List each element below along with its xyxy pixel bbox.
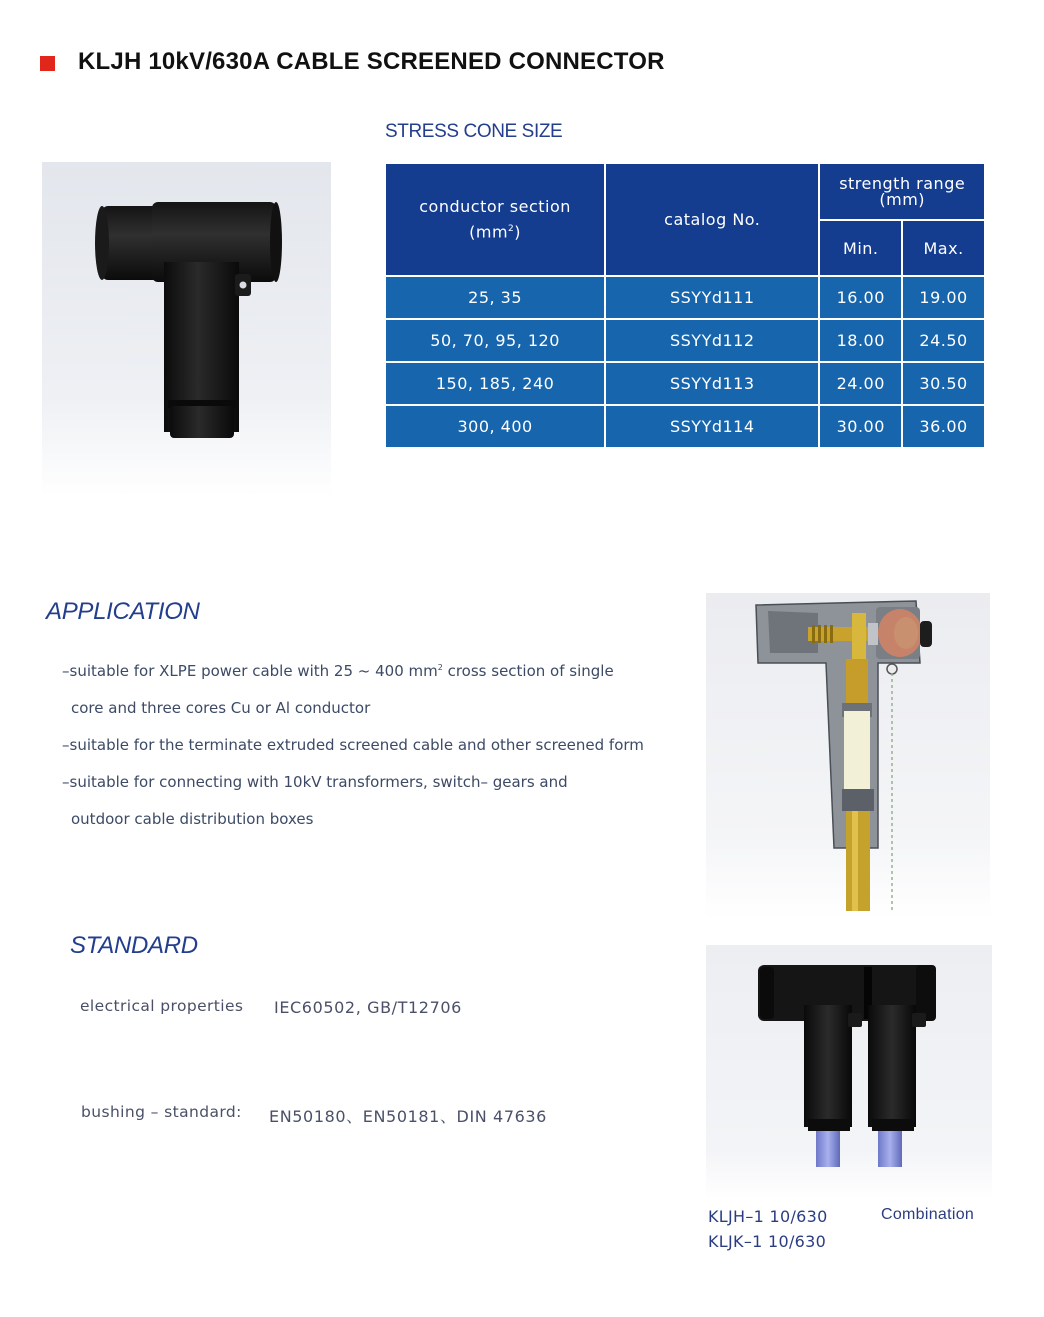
- catalog-cell: SSYYd114: [605, 405, 819, 448]
- application-line-3: –suitable for the terminate extruded screened cable and other screened form: [62, 736, 644, 754]
- catalog-header: catalog No.: [605, 163, 819, 276]
- bushing-standard-label: bushing – standard:: [81, 1103, 242, 1121]
- application-heading: APPLICATION: [46, 598, 200, 625]
- combination-caption: Combination: [881, 1206, 975, 1223]
- max-cell: 24.50: [902, 319, 985, 362]
- model-caption-2: KLJK–1 10/630: [708, 1232, 827, 1251]
- table-row: [385, 362, 985, 405]
- electrical-properties-value: IEC60502, GB/T12706: [274, 998, 462, 1017]
- conductor-header-close: ): [514, 222, 522, 242]
- conductor-header-line1: conductor section: [419, 197, 571, 217]
- connector-photo: [42, 162, 331, 497]
- combination-connectors-image: [706, 945, 992, 1200]
- conductor-header-unit: (mm: [469, 222, 509, 242]
- connector-cross-section-image: [706, 593, 990, 918]
- page-title: KLJH 10kV/630A CABLE SCREENED CONNECTOR: [78, 48, 665, 75]
- application-line-1-sup: 2: [437, 663, 443, 672]
- max-header: Max.: [902, 220, 985, 276]
- strength-range-unit: (mm): [879, 189, 926, 209]
- min-cell: 30.00: [819, 405, 902, 448]
- max-cell: 19.00: [902, 276, 985, 319]
- max-cell: 30.50: [902, 362, 985, 405]
- standard-heading: STANDARD: [70, 932, 198, 959]
- catalog-cell: SSYYd112: [605, 319, 819, 362]
- section-cell: 25, 35: [385, 276, 605, 319]
- application-line-5: outdoor cable distribution boxes: [71, 810, 314, 828]
- combination-photo: [706, 945, 992, 1200]
- application-line-1: [62, 662, 614, 680]
- min-cell: 18.00: [819, 319, 902, 362]
- section-cell: 50, 70, 95, 120: [385, 319, 605, 362]
- max-cell: 36.00: [902, 405, 985, 448]
- electrical-properties-label: electrical properties: [80, 997, 244, 1015]
- table-header-row: [385, 163, 985, 220]
- application-line-4: –suitable for connecting with 10kV transformers, switch– gears and: [62, 773, 568, 791]
- catalog-cell: SSYYd113: [605, 362, 819, 405]
- application-line-2: core and three cores Cu or Al conductor: [71, 699, 371, 717]
- conductor-section-header: [385, 163, 605, 276]
- table-row: [385, 319, 985, 362]
- section-cell: 150, 185, 240: [385, 362, 605, 405]
- strength-range-line1: strength range: [839, 173, 966, 193]
- table-row: [385, 405, 985, 448]
- title-bullet: [40, 56, 55, 71]
- min-cell: 16.00: [819, 276, 902, 319]
- catalog-cell: SSYYd111: [605, 276, 819, 319]
- section-cell: 300, 400: [385, 405, 605, 448]
- stress-cone-table: [384, 162, 986, 449]
- stress-cone-title: STRESS CONE SIZE: [385, 121, 563, 142]
- min-header: Min.: [819, 220, 902, 276]
- model-caption-1: KLJH–1 10/630: [708, 1207, 828, 1226]
- t-connector-image: [42, 162, 331, 497]
- application-line-1a: –suitable for XLPE power cable with 25 ~ 400 mm: [62, 662, 438, 680]
- conductor-header-sup: 2: [508, 224, 515, 235]
- min-cell: 24.00: [819, 362, 902, 405]
- cutaway-diagram: [706, 593, 990, 918]
- table-row: [385, 276, 985, 319]
- application-line-1b: cross section of single: [442, 662, 614, 680]
- bushing-standard-value: EN50180、EN50181、DIN 47636: [269, 1107, 547, 1126]
- strength-range-header: [819, 163, 985, 220]
